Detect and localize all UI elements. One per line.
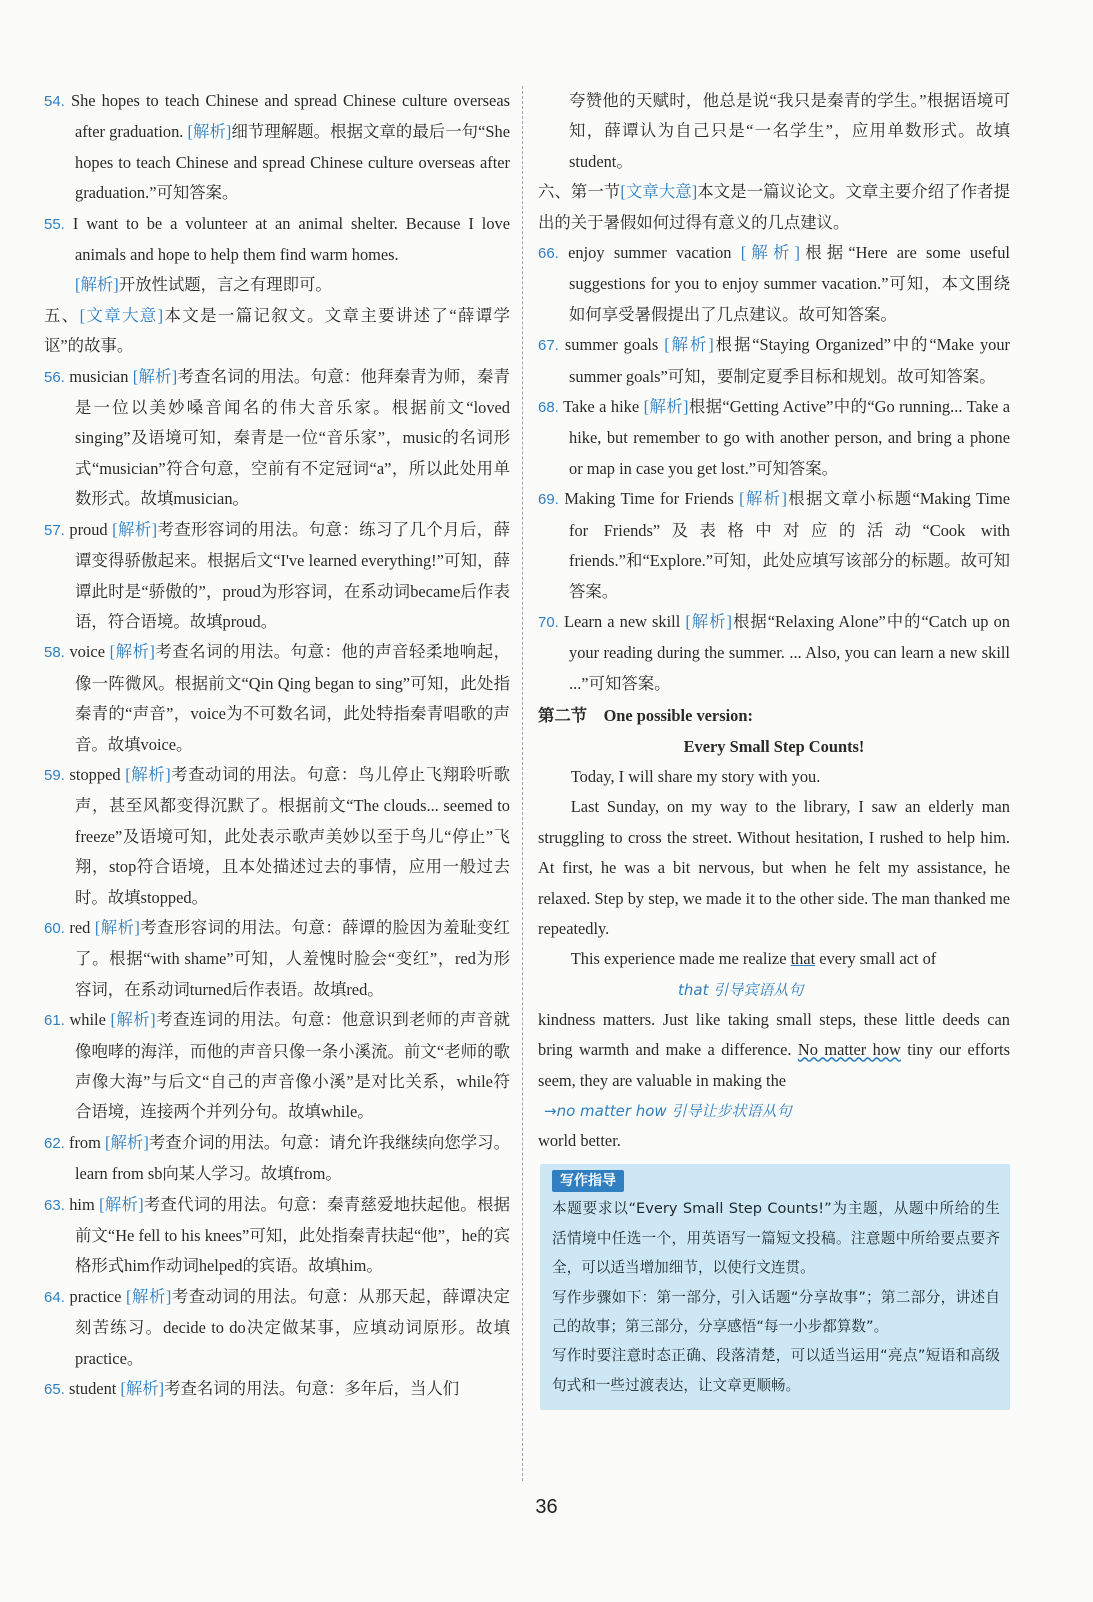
analysis-text: 本文是一篇记叙文。文章主要讲述了“薛谭学讴”的故事。 [44, 305, 511, 356]
right-column [538, 86, 1010, 1410]
analysis-tag: [解析] [112, 519, 158, 539]
analysis-text: 考查动词的用法。句意：从那天起，薛谭决定刻苦练习。decide to do决定做某事，应填动词原形。故填practice。 [75, 1286, 510, 1368]
column-divider [522, 86, 523, 1481]
analysis-tag: [解析] [126, 1286, 172, 1306]
answer-item [538, 392, 1010, 484]
essay-paragraph-1: Today, I will share my story with you. [570, 766, 821, 786]
section-summary [538, 177, 1010, 238]
answer-text: Learn a new skill [563, 611, 686, 631]
answer-item [44, 1128, 510, 1190]
question-number: 66. [538, 245, 559, 263]
analysis-text: 根据“Staying Organized”中的“Make your summer goals”可知，要制定夏季目标和规划。故可知答案。 [569, 335, 1010, 386]
analysis-text: 考查连词的用法。句意：他意识到老师的声音就像咆哮的海洋，而他的声音只像一条小溪流。前文“老师的歌声像大海”与后文“自己的声音像小溪”是对比关系，while符合语境，连接两个并列分句。故填while。 [75, 1010, 510, 1122]
answer-text: practice [69, 1286, 127, 1306]
analysis-text: 开放性试题，言之有理即可。 [118, 275, 332, 295]
writing-guide-text-1: 本题要求以“Every Small Step Counts!”为主题，从题中所给的生活情境中任选一个，用英语写一篇短文投稿。注意题中所给要点要齐全，可以适当增加细节，以使行文连贯。 [552, 1200, 1000, 1277]
section-label: 第二节 [538, 706, 588, 726]
question-number: 69. [538, 491, 559, 509]
writing-guide-title: 写作指导 [552, 1170, 624, 1192]
answer-text: 五、 [44, 305, 80, 325]
question-number: 64. [44, 1288, 65, 1306]
answer-text: from [69, 1132, 105, 1152]
writing-guide-text-2: 写作步骤如下：第一部分，引入话题“分享故事”；第二部分，讲述自己的故事；第三部分，分享感悟“每一小步都算数”。 [552, 1288, 1000, 1336]
page-number: 36 [535, 1496, 558, 1518]
analysis-text: 考查形容词的用法。句意：薛谭的脸因为羞耻变红了。根据“with shame”可知，人羞愧时脸会“变红”，red为形容词，在系动词turned后作表语。故填red。 [75, 917, 510, 999]
analysis-tag: [解析] [740, 243, 801, 263]
analysis-text: 根据“Here are some useful suggestions for you to enjoy summer vacation.”可知，本文围绕如何享受暑假提出了几点建议。故可知答案。 [569, 243, 1010, 324]
answer-item [44, 209, 510, 271]
analysis-text: 考查动词的用法。句意：鸟儿停止飞翔聆听歌声，甚至风都变得沉默了。根据前文“The clouds... seemed to freeze”及语境可知，此处表示歌声美妙以至于鸟儿“停止”飞翔，stop符合语境，且本处描述过去的事情，应用一般过去时。故填stopped。 [75, 764, 511, 907]
analysis-text: 根据文章小标题“Making Time for Friends”及表格中对应的活动“Cook with friends.”和“Explore.”可知，此处应填写该部分的标题。故可知答案。 [569, 489, 1010, 601]
analysis-text: 考查形容词的用法。句意：练习了几个月后，薛谭变得骄傲起来。根据后文“I've learned everything!”可知，薛谭此时是“骄傲的”，proud为形容词，在系动词became后作表语，符合语境。故填proud。 [75, 519, 511, 631]
question-number: 65. [44, 1381, 65, 1399]
writing-guide-box [540, 1164, 1010, 1410]
answer-text: musician [69, 366, 133, 386]
answer-text: I want to be a volunteer at an animal shelter. Because I love animals and hope to help them find warm homes. [72, 213, 510, 265]
analysis-text: 本文是一篇议论文。文章主要介绍了作者提出的关于暑假如何过得有意义的几点建议。 [538, 182, 1011, 232]
analysis-tag: [解析] [664, 335, 714, 355]
answer-text: voice [69, 642, 110, 662]
question-number: 59. [44, 766, 65, 784]
essay-title: Every Small Step Counts! [683, 736, 865, 756]
essay-paragraph-3-start: This experience made me realize that every small act of [570, 949, 937, 969]
answer-item [44, 760, 510, 913]
analysis-tag: [解析] [187, 122, 232, 142]
answer-text: 六、第一节 [538, 182, 621, 202]
answer-item [44, 362, 510, 515]
answer-item [44, 1374, 510, 1405]
question-number: 70. [538, 613, 559, 631]
answer-item [538, 330, 1010, 392]
question-number: 63. [44, 1196, 65, 1214]
answer-text: Take a hike [563, 397, 644, 417]
annotation-that-clause: that 引导宾语从句 [678, 980, 804, 999]
analysis-tag: [解析] [105, 1132, 149, 1152]
answer-continuation [538, 86, 1010, 177]
answer-text: enjoy summer vacation [568, 243, 741, 263]
answer-text: red [69, 917, 95, 937]
answers-section-6 [538, 86, 1010, 699]
analysis-text: 考查名词的用法。句意：多年后，当人们 [164, 1379, 460, 1399]
section-summary [44, 301, 510, 362]
answer-text: stopped [69, 764, 126, 784]
question-number: 67. [538, 337, 559, 355]
analysis-tag: [解析] [109, 642, 155, 662]
essay-paragraph-3-middle: kindness matters. Just like taking small steps, these little deeds can bring warmth and make a difference. No matter how tiny our efforts seem, they are valuable in making the [538, 1009, 1010, 1090]
analysis-text: 根据“Relaxing Alone”中的“Catch up on your reading during the summer. ... Also, you can learn a new skill ...”可知答案。 [569, 611, 1010, 693]
analysis-tag: [文章大意] [620, 182, 698, 202]
analysis-text: 考查介词的用法。句意：请允许我继续向您学习。learn from sb向某人学习。故填from。 [75, 1132, 511, 1184]
answer-text: summer goals [564, 335, 665, 355]
answer-item [44, 1282, 510, 1374]
question-number: 55. [44, 215, 65, 233]
answer-text: proud [69, 519, 113, 539]
analysis-text: 夸赞他的天赋时，他总是说“我只是秦青的学生。”根据语境可知，薛谭认为自己只是“一名学生”，应用单数形式。故填student。 [569, 91, 1010, 171]
analysis-tag: [解析] [125, 764, 171, 784]
left-column [44, 86, 510, 1405]
highlight-no-matter-how: No matter how [797, 1040, 901, 1060]
question-number: 60. [44, 919, 65, 937]
analysis-text: 考查名词的用法。句意：他拜秦青为师，秦青是一位以美妙嗓音闻名的伟大音乐家。根据前文“loved singing”及语境可知，秦青是一位“音乐家”，music的名词形式“musician”符合句意，空前有不定冠词“a”，所以此处用单数形式。故填musician。 [75, 366, 511, 509]
analysis-tag: [解析] [120, 1379, 165, 1399]
answer-item [44, 86, 510, 209]
answer-item [44, 515, 510, 638]
analysis-tag: [解析] [94, 917, 140, 937]
analysis-tag: [解析] [99, 1194, 144, 1214]
analysis-text: 考查名词的用法。句意：他的声音轻柔地响起，像一阵微风。根据前文“Qin Qing began to sing”可知，此处指秦青的“声音”，voice为不可数名词，此处特指秦青唱歌的声音。故填voice。 [75, 642, 511, 754]
analysis-tag: [解析] [132, 366, 178, 386]
annotation-no-matter-how: →no matter how 引导让步状语从句 [544, 1102, 792, 1120]
question-number: 62. [44, 1134, 65, 1152]
analysis-tag: [文章大意] [79, 305, 164, 325]
answer-item [44, 913, 510, 1005]
essay-paragraph-3-end: world better. [538, 1131, 621, 1150]
answer-item [538, 238, 1010, 330]
answer-item [44, 1190, 510, 1282]
writing-section [538, 701, 1010, 1156]
question-number: 61. [44, 1012, 65, 1030]
analysis-text: 考查代词的用法。句意：秦青慈爱地扶起他。根据前文“He fell to his knees”可知，此处指秦青扶起“他”，he的宾格形式him作动词helped的宾语。故填him。 [75, 1194, 511, 1276]
question-number: 54. [44, 93, 65, 110]
answer-item [44, 637, 510, 760]
analysis-text: 根据“Getting Active”中的“Go running... Take a hike, but remember to go with another person, and bring a phone or map in case you get lost.”可知答案。 [569, 397, 1010, 478]
answer-item [538, 607, 1010, 699]
analysis-tag: [解析] [685, 611, 733, 631]
answer-text: while [69, 1010, 111, 1030]
answer-text: him [69, 1194, 100, 1214]
answer-text: Making Time for Friends [564, 489, 740, 509]
question-number: 68. [538, 399, 559, 417]
answer-continuation [44, 270, 510, 300]
answer-text: She hopes to teach Chinese and spread Chinese culture overseas after graduation. [70, 91, 510, 142]
essay-paragraph-2: Last Sunday, on my way to the library, I saw an elderly man struggling to cross the street. Without hesitation, I rushed to help him. At first, he was a bit nervous, but when he felt my assistance, he relaxed. Step by step, we made it to the other side. The man thanked me repeatedly. [538, 797, 1010, 938]
answer-item [44, 1005, 510, 1128]
question-number: 56. [44, 368, 65, 386]
answer-text: student [68, 1379, 121, 1399]
version-label: One possible version: [603, 706, 753, 726]
analysis-tag: [解析] [75, 275, 119, 295]
highlight-that: that [790, 949, 816, 969]
analysis-tag: [解析] [739, 489, 787, 509]
question-number: 58. [44, 644, 65, 662]
question-number: 57. [44, 521, 65, 539]
analysis-text: 细节理解题。根据文章的最后一句“She hopes to teach Chinese and spread Chinese culture overseas after graduation.”可知答案。 [75, 122, 510, 203]
writing-guide-text-3: 写作时要注意时态正确、段落清楚，可以适当运用“亮点”短语和高级句式和一些过渡表达，让文章更顺畅。 [552, 1347, 1000, 1394]
analysis-tag: [解析] [643, 397, 689, 417]
answer-item [538, 484, 1010, 607]
analysis-tag: [解析] [110, 1010, 156, 1030]
